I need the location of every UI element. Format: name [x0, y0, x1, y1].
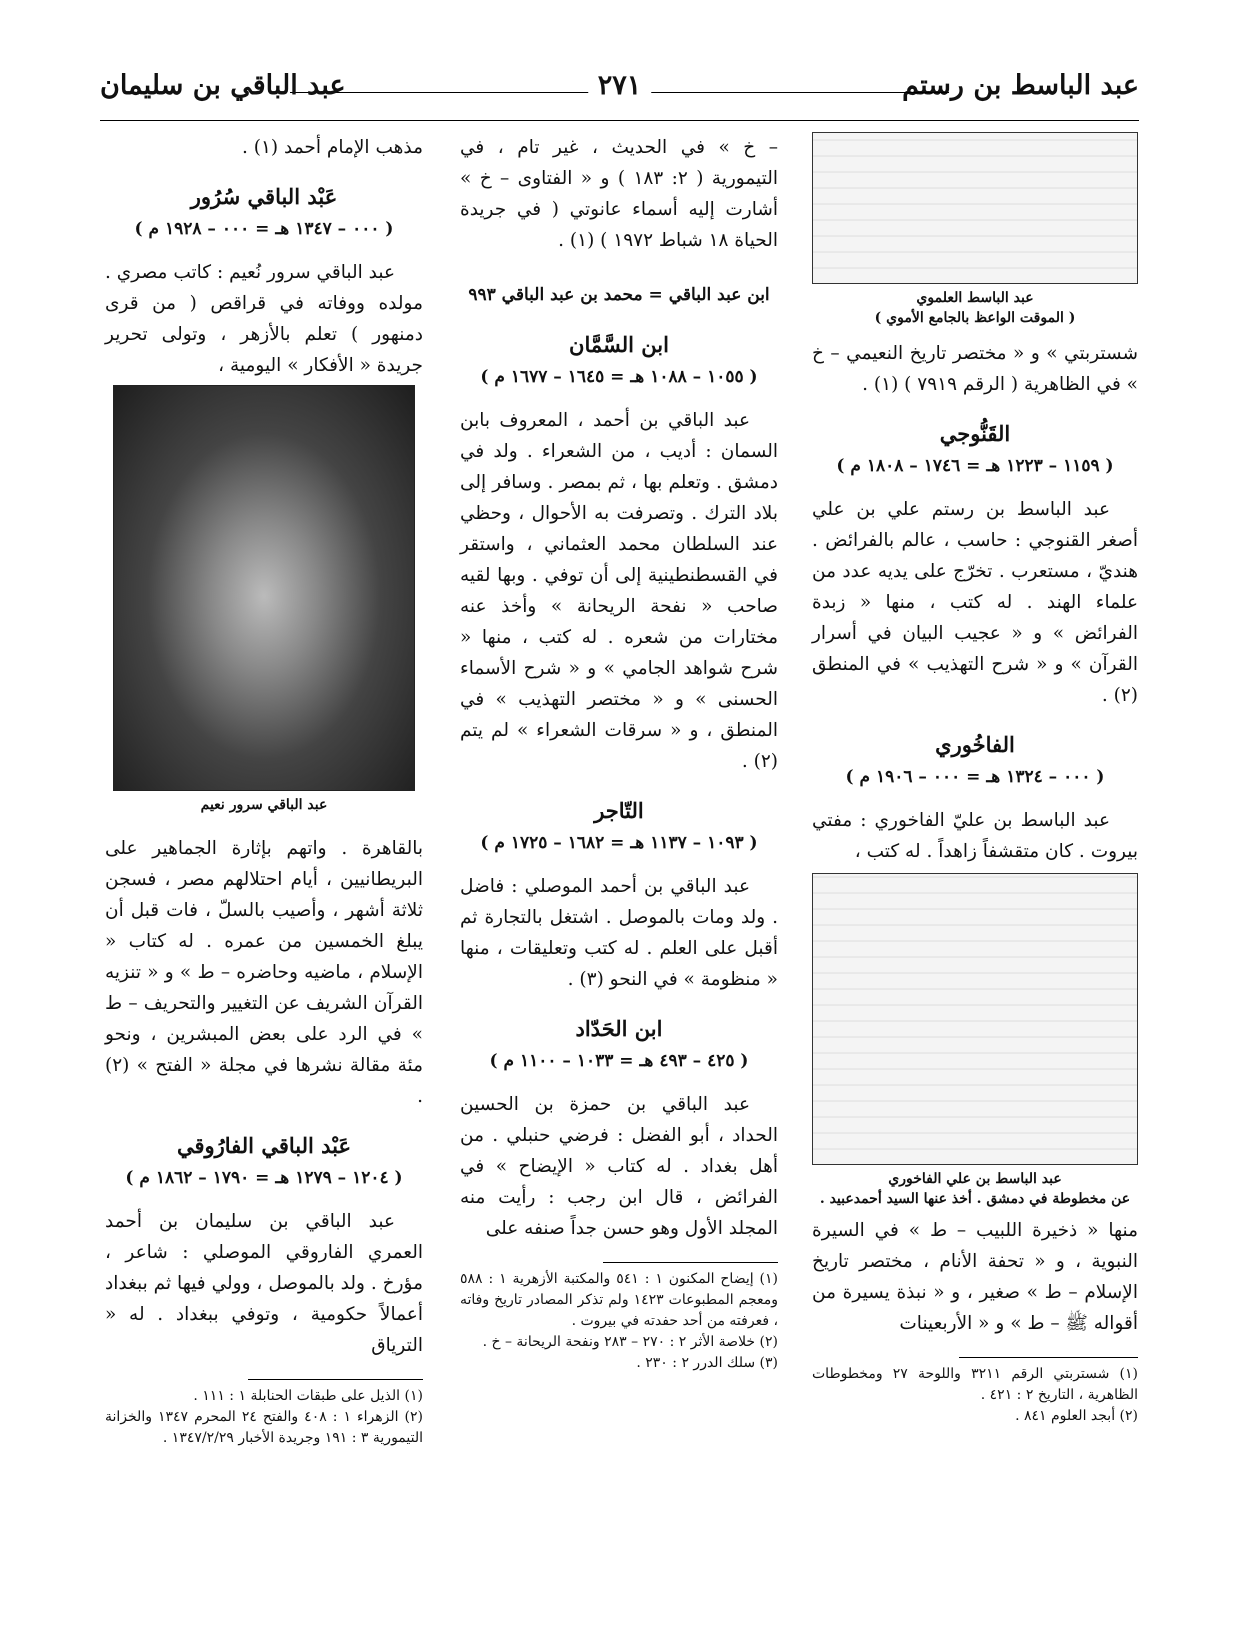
- footnote: (٣) سلك الدرر ٢ : ٢٣٠ .: [636, 1355, 778, 1371]
- entry-title: الفاخُوري: [935, 732, 1015, 757]
- manuscript-caption-2: [812, 1169, 1138, 1209]
- entry-text-cont: بالقاهرة . واتهم بإثارة الجماهير على البريطانيين ، أيام احتلالهم مصر ، فسجن ثلاثة أشهر ، وأصيب بالسلّ ، فات قبل أن يبلغ الخمسين من عمره . له كتاب « الإسلام ، ماضيه وحاضره – ط » و « تنزيه القرآن الشريف عن التغيير والتحريف – ط » في الرد على بعض المبشرين ، ونحو مئة مقالة نشرها في مجلة « الفتح » (٢) .: [105, 838, 423, 1107]
- entry-text: عبد الباسط بن عليّ الفاخوري : مفتي بيروت . كان متقشفاً زاهداً . له كتب ،: [812, 810, 1138, 862]
- intro-text: مذهب الإمام أحمد (١) .: [242, 137, 423, 158]
- entry-text: عبد الباقي سرور نُعيم : كاتب مصري . مولده ووفاته في قراقص ( من قرى دمنهور ) تعلم بالأزهر ، وتولى تحرير جريدة « الأفكار » اليومية ،: [105, 262, 423, 376]
- entry-title: التّاجر: [594, 798, 644, 823]
- column-left: [105, 132, 423, 1449]
- entry-title: ابن الحَدّاد: [575, 1016, 663, 1041]
- cross-reference: ابن عبد الباقي = محمد بن عبد الباقي ٩٩٣: [468, 285, 770, 305]
- entry-dates: ( ١٢٠٤ – ١٢٧٩ هـ = ١٧٩٠ – ١٨٦٢ م ): [125, 1168, 403, 1188]
- footnote-rule: [603, 1262, 778, 1263]
- column-middle: [460, 132, 778, 1374]
- entry-title: عَبْد الباقي سُرُور: [190, 184, 338, 209]
- entry-dates: ( ١١٥٩ – ١٢٢٣ هـ = ١٧٤٦ – ١٨٠٨ م ): [836, 456, 1114, 476]
- footnote: (٢) الزهراء ١ : ٤٠٨ والفتح ٢٤ المحرم ١٣٤٧ والخزانة التيمورية ٣ : ١٩١ وجريدة الأخبار ١٣٤٧/٢/٢٩ .: [105, 1409, 423, 1446]
- intro-text: شستربتي » و « مختصر تاريخ النعيمي – خ » في الظاهرية ( الرقم ٧٩١٩ ) (١) .: [812, 343, 1138, 395]
- footnote-rule: [959, 1357, 1138, 1358]
- entry-text: عبد الباقي بن أحمد ، المعروف بابن السمان : أديب ، من الشعراء . ولد في دمشق . وتعلم بها ، ثم بمصر . وسافر إلى بلاد الترك . وتصرفت به الأحوال ، وحظي عند السلطان محمد العثماني ، واستقر في القسطنطينية إلى أن توفي . وبها لقيه صاحب « نفحة الريحانة » وأخذ عنه مختارات من شعره . له كتب ، منها « شرح شواهد الجامي » و « شرح الأسماء الحسنى » و « مختصر التهذيب » في المنطق ، و « سرقات الشعراء » لم يتم (٢) .: [460, 410, 778, 772]
- intro-text: – خ » في الحديث ، غير تام ، في التيمورية ( ٢: ١٨٣ ) و « الفتاوى – خ » أشارت إليه أسماء عانوتي ( في جريدة الحياة ١٨ شباط ١٩٧٢ ) (١) .: [460, 137, 778, 251]
- header-rule: [100, 120, 1139, 121]
- entry-dates: ( ١٠٥٥ – ١٠٨٨ هـ = ١٦٤٥ – ١٦٧٧ م ): [480, 367, 758, 387]
- entry-dates: ( ١٠٩٣ – ١١٣٧ هـ = ١٦٨٢ – ١٧٢٥ م ): [480, 833, 758, 853]
- footnote: (٢) أبجد العلوم ٨٤١ .: [1015, 1408, 1138, 1424]
- column-right: [812, 132, 1138, 1427]
- footnote: (١) شستربتي الرقم ٣٢١١ واللوحة ٢٧ ومخطوطات الظاهرية ، التاريخ ٢ : ٤٢١ .: [812, 1366, 1138, 1403]
- footnote: (١) الذيل على طبقات الحنابلة ١ : ١١١ .: [193, 1388, 423, 1404]
- footnote: (١) إيضاح المكنون ١ : ٥٤١ والمكتبة الأزهرية ١ : ٥٨٨ ومعجم المطبوعات ١٤٢٣ ولم تذكر المصادر تاريخ وفاته ، فعرفته من أحد حفدته في بيروت .: [460, 1271, 778, 1329]
- manuscript-caption: [812, 288, 1138, 328]
- footnote: (٢) خلاصة الأثر ٢ : ٢٧٠ – ٢٨٣ ونفحة الريحانة – خ .: [482, 1334, 778, 1350]
- entry-dates: ( ٤٢٥ – ٤٩٣ هـ = ١٠٣٣ – ١١٠٠ م ): [489, 1051, 749, 1071]
- manuscript-image-2: [812, 873, 1138, 1165]
- entry-text: عبد الباقي بن سليمان بن أحمد العمري الفاروقي الموصلي : شاعر ، مؤرخ . ولد بالموصل ، وولي فيها ثم ببغداد أعمالاً حكومية ، وتوفي ببغداد . له « الترياق: [105, 1211, 423, 1356]
- photo-caption: عبد الباقي سرور نعيم: [200, 797, 328, 813]
- page-header: [100, 62, 1139, 122]
- page-number: ٢٧١: [588, 70, 652, 101]
- entry-text: عبد الباسط بن رستم علي بن علي أصغر القنوجي : حاسب ، عالم بالفرائض . هنديّ ، مستعرب . تخرّج على يديه عدد من علماء الهند . له كتب ، منها « زبدة الفرائض » و « عجيب البيان في أسرار القرآن » و « شرح التهذيب » في المنطق (٢) .: [812, 499, 1138, 706]
- entry-title: القَنُّوجي: [939, 421, 1011, 446]
- header-right-title: عبد الباسط بن رستم: [902, 70, 1139, 101]
- footnote-rule: [248, 1379, 423, 1380]
- caption-line-2: عن مخطوطة في دمشق . أخذ عنها السيد أحمدعبيد .: [819, 1191, 1131, 1207]
- entry-dates: ( ٠٠٠ – ١٣٢٤ هـ = ٠٠٠ – ١٩٠٦ م ): [845, 767, 1105, 787]
- caption-line-1: عبد الباسط بن علي الفاخوري: [888, 1171, 1062, 1187]
- entry-text: عبد الباقي بن حمزة بن الحسين الحداد ، أبو الفضل : فرضي حنبلي . من أهل بغداد . له كتاب « الإيضاح » في الفرائض ، قال ابن رجب : رأيت منه المجلد الأول وهو حسن جداً صنفه على: [460, 1094, 778, 1239]
- caption-line-2: ( الموقت الواعظ بالجامع الأموي ): [874, 310, 1076, 326]
- entry-text: عبد الباقي بن أحمد الموصلي : فاضل . ولد ومات بالموصل . اشتغل بالتجارة ثم أقبل على العلم . له كتب وتعليقات ، منها « منظومة » في النحو (٣) .: [460, 876, 778, 990]
- entry-dates: ( ٠٠٠ – ١٣٤٧ هـ = ٠٠٠ – ١٩٢٨ م ): [134, 219, 394, 239]
- manuscript-image: [812, 132, 1138, 284]
- portrait-photo: [113, 385, 415, 791]
- header-left-title: عبد الباقي بن سليمان: [100, 70, 346, 101]
- entry-text-cont: منها « ذخيرة اللبيب – ط » في السيرة النبوية ، و « تحفة الأنام ، مختصر تاريخ الإسلام – ط » صغير ، و « نبذة يسيرة من أقواله ﷺ – ط » و « الأربعينات: [812, 1220, 1138, 1334]
- entry-title: عَبْد الباقي الفارُوقي: [176, 1133, 352, 1158]
- entry-title: ابن السَّمَّان: [569, 332, 669, 357]
- caption-line-1: عبد الباسط العلموي: [916, 290, 1034, 306]
